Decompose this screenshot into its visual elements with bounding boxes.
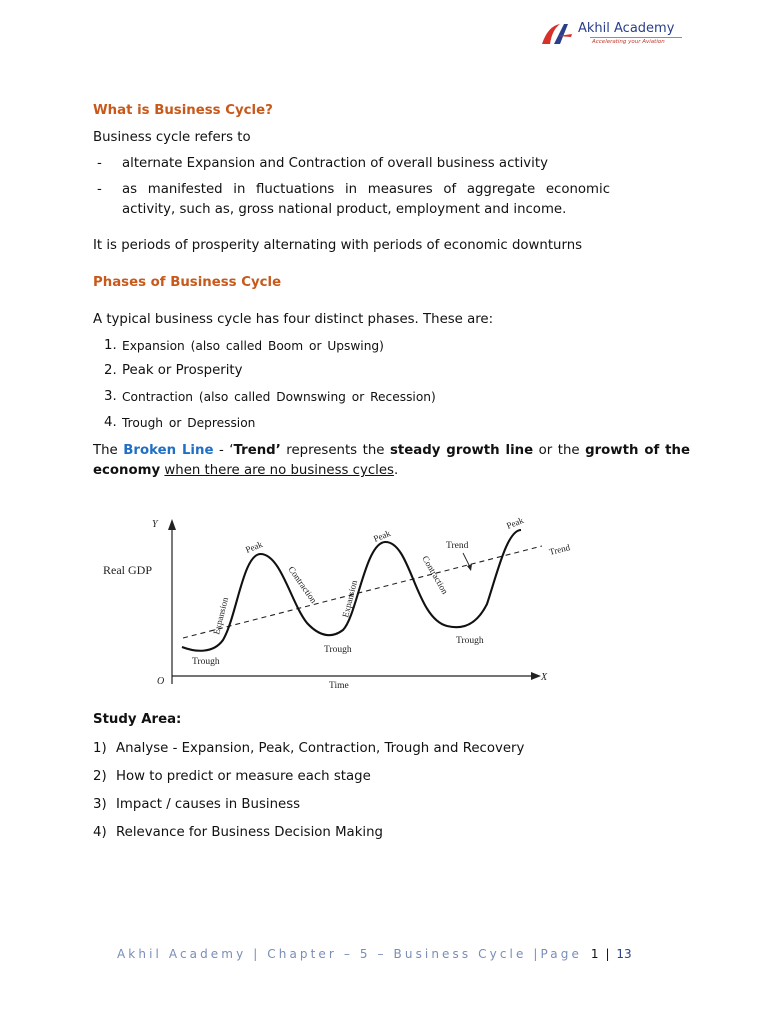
page-footer bbox=[117, 947, 632, 961]
trend-term: Trend’ bbox=[233, 443, 281, 458]
bullet-item-line1: as manifested in fluctuations in measures of aggregate economic bbox=[122, 182, 610, 197]
trend-label-mid: Trend bbox=[446, 541, 469, 551]
peak-label-2: Peak bbox=[372, 528, 392, 544]
expansion-label-2: Expansion bbox=[340, 579, 360, 619]
economy-term: economy bbox=[93, 463, 161, 478]
growth-term: growth of the bbox=[585, 443, 690, 458]
study-item: How to predict or measure each stage bbox=[116, 769, 371, 784]
page-separator: | bbox=[605, 947, 610, 961]
bullet-dash: - bbox=[97, 156, 102, 171]
trend-line bbox=[183, 546, 542, 638]
page-total: 13 bbox=[616, 947, 632, 961]
page-number: 1 bbox=[590, 947, 599, 961]
phase-item: Contraction (also called Downswing or Recession) bbox=[122, 390, 436, 404]
phase-item: Expansion (also called Boom or Upswing) bbox=[122, 339, 384, 353]
phase-number: 2. bbox=[104, 363, 117, 378]
broken-line-term: Broken Line bbox=[123, 443, 214, 458]
peak-label-3: Peak bbox=[505, 515, 525, 531]
x-axis-label: Time bbox=[329, 681, 349, 691]
study-number: 1) bbox=[93, 741, 107, 756]
y-axis-label: Real GDP bbox=[103, 563, 152, 577]
trough-label-2: Trough bbox=[324, 645, 352, 655]
y-axis-letter: Y bbox=[152, 519, 158, 530]
bullet-item: alternate Expansion and Contraction of overall business activity bbox=[122, 156, 548, 171]
summary-text: It is periods of prosperity alternating with periods of economic downturns bbox=[93, 238, 583, 253]
business-cycle-chart bbox=[95, 508, 595, 694]
study-area-title: Study Area: bbox=[93, 712, 182, 727]
bullet-item-line2: activity, such as, gross national product, employment and income. bbox=[122, 202, 567, 217]
bullet-dash: - bbox=[97, 182, 102, 197]
study-item: Analyse - Expansion, Peak, Contraction, Trough and Recovery bbox=[116, 741, 525, 756]
phases-intro: A typical business cycle has four distinct phases. These are: bbox=[93, 312, 494, 327]
logo-divider bbox=[590, 37, 682, 38]
trough-label-1: Trough bbox=[192, 657, 220, 667]
contraction-label-2: Contraction bbox=[420, 554, 451, 596]
phase-item: Trough or Depression bbox=[122, 416, 256, 430]
study-number: 3) bbox=[93, 797, 107, 812]
footer-text: Akhil Academy | Chapter – 5 – Business Cycle |Page bbox=[117, 947, 582, 961]
phase-number: 3. bbox=[104, 389, 117, 404]
phase-number: 1. bbox=[104, 338, 117, 353]
contraction-label-1: Contraction bbox=[286, 564, 319, 605]
peak-label-1: Peak bbox=[244, 539, 264, 555]
logo-name: Akhil Academy bbox=[578, 21, 675, 36]
trend-pointer-head bbox=[467, 564, 472, 571]
logo-mark-icon bbox=[538, 20, 580, 48]
study-item: Relevance for Business Decision Making bbox=[116, 825, 383, 840]
trend-note-line1: The Broken Line - ‘Trend’ represents the steady growth line or the growth of the bbox=[93, 443, 690, 458]
study-number: 4) bbox=[93, 825, 107, 840]
x-axis-letter: X bbox=[541, 672, 548, 683]
expansion-label-1: Expansion bbox=[211, 596, 231, 636]
steady-growth-term: steady growth line bbox=[389, 443, 534, 458]
trend-label-end: Trend bbox=[548, 542, 572, 557]
phase-number: 4. bbox=[104, 415, 117, 430]
trough-label-3: Trough bbox=[456, 636, 484, 646]
trend-note: The Broken Line - ‘Trend’ represents the steady growth line or the growth of the economy when there are no business cycles. bbox=[93, 443, 690, 478]
phases-heading: Phases of Business Cycle bbox=[93, 275, 282, 290]
phase-item: Peak or Prosperity bbox=[122, 363, 243, 378]
business-cycle-heading: What is Business Cycle? bbox=[93, 103, 273, 118]
study-number: 2) bbox=[93, 769, 107, 784]
akhil-academy-logo bbox=[538, 20, 688, 50]
x-axis-arrow bbox=[531, 672, 541, 680]
logo-tagline: Accelerating your Aviation bbox=[592, 39, 665, 45]
study-item: Impact / causes in Business bbox=[116, 797, 301, 812]
intro-text: Business cycle refers to bbox=[93, 130, 251, 145]
y-axis-arrow bbox=[168, 519, 176, 530]
no-cycles-phrase: when there are no business cycles bbox=[164, 463, 394, 478]
origin-label: O bbox=[157, 676, 165, 687]
